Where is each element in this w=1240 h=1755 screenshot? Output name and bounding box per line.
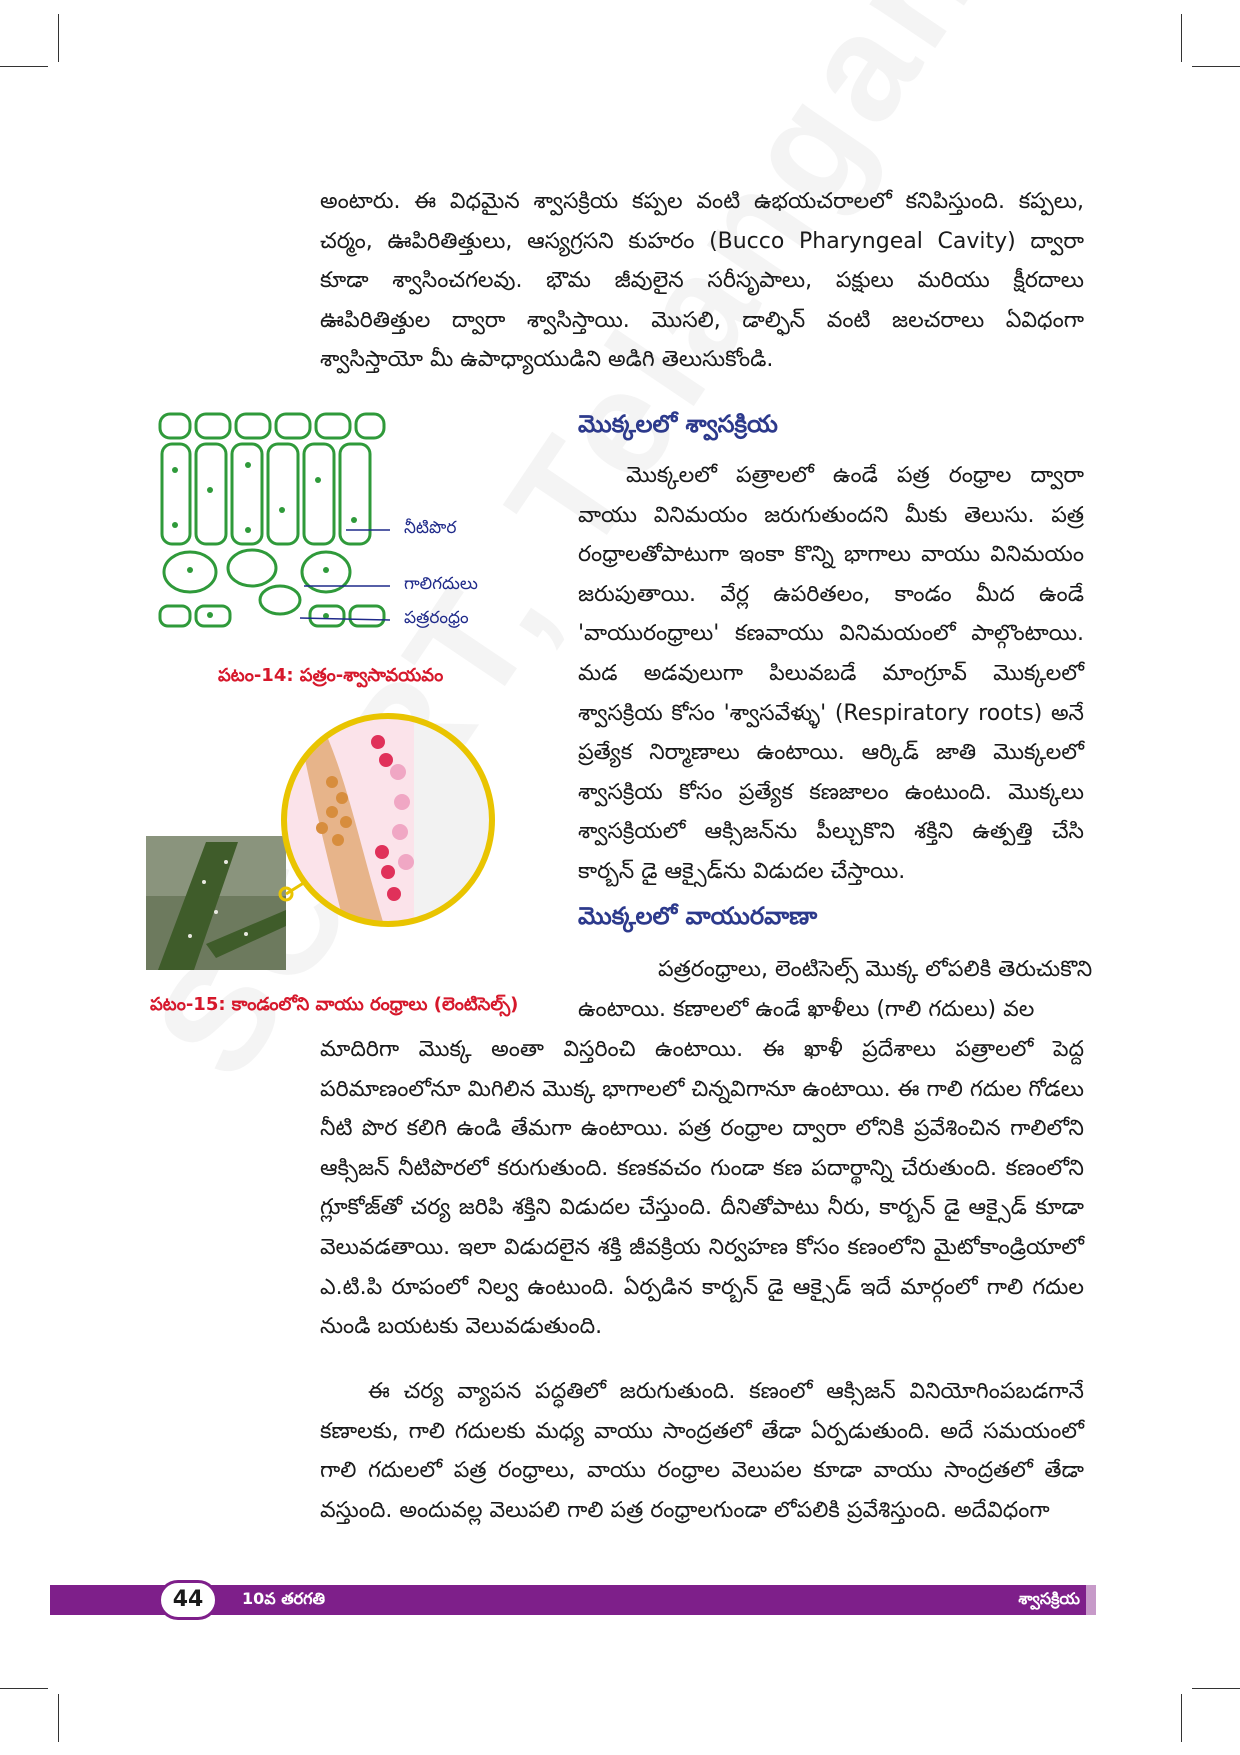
footer-class-label: 10వ తరగతి: [242, 1589, 325, 1608]
footer-chapter-label: శ్వాసక్రియ: [1018, 1589, 1080, 1608]
crop-mark: [1181, 14, 1182, 62]
figure15-caption: పటం-15: కాండంలోని వాయు రంధ్రాలు (లెంటిసెల్స్): [150, 994, 519, 1015]
leaf-cross-section-figure: [150, 410, 500, 632]
crop-mark: [1192, 1688, 1240, 1689]
section2-paragraph-line-1: పత్రరంధ్రాలు, లెంటిసెల్స్ మొక్క లోపలికి తెరుచుకొని: [658, 957, 1093, 982]
figure14-caption: పటం-14: పత్రం-శ్వాసావయవం: [218, 665, 444, 686]
footer-bar-end: [1086, 1585, 1096, 1615]
page-number: 44: [158, 1580, 218, 1620]
crop-mark: [1181, 1694, 1182, 1742]
stem-lenticel-figure: [146, 712, 496, 970]
crop-mark: [1192, 66, 1240, 67]
section-heading-plant-respiration: మొక్కలలో శ్వాసక్రియ: [578, 410, 778, 438]
stem-lenticel-illustration: [146, 712, 496, 970]
crop-mark: [58, 1694, 59, 1742]
label-stoma: పత్రరంధ్రం: [404, 608, 469, 628]
section2-paragraph-continued: మాదిరిగా మొక్క అంతా విస్తరించి ఉంటాయి. ఈ ఖాళీ ప్రదేశాలు పత్రాలలో పెద్ద పరిమాణంలోనూ మిగిలిన మొక్క భాగాలలో చిన్నవిగానూ ఉంటాయి. ఈ గాలి గదుల గోడలు నీటి పొర కలిగి ఉండి తేమగా ఉంటాయి. పత్ర రంధ్రాల ద్వారా లోనికి ప్రవేశించిన గాలిలోని ఆక్సిజన్ నీటిపొరలో కరుగుతుంది. కణకవచం గుండా కణ పదార్థాన్ని చేరుతుంది. కణంలోని గ్లూకోజ్‌తో చర్య జరిపి శక్తిని విడుదల చేస్తుంది. దీనితోపాటు నీరు, కార్బన్ డై ఆక్సైడ్ కూడా వెలువడతాయి. ఇలా విడుదలైన శక్తి జీవక్రియ నిర్వహణ కోసం కణంలోని మైటోకాండ్రియాలో ఎ.టి.పి రూపంలో నిల్వ ఉంటుంది. ఏర్పడిన కార్బన్ డై ఆక్సైడ్ ఇదే మార్గంలో గాలి గదుల నుండి బయటకు వెలువడుతుంది.: [320, 1037, 1084, 1340]
section-heading-gas-transport: మొక్కలలో వాయురవాణా: [578, 902, 818, 930]
crop-mark: [0, 1688, 48, 1689]
label-air-spaces: గాలిగదులు: [404, 574, 478, 594]
section1-paragraph: మొక్కలలో పత్రాలలో ఉండే పత్ర రంధ్రాల ద్వారా వాయు వినిమయం జరుగుతుందని మీకు తెలుసు. పత్ర రంధ్రాలతోపాటుగా ఇంకా కొన్ని భాగాలు వాయు వినిమయం జరుపుతాయి. వేర్ల ఉపరితలం, కాండం మీద ఉండే 'వాయురంధ్రాలు' కణవాయు వినిమయంలో పాల్గొంటాయి. మడ అడవులుగా పిలువబడే మాంగ్రూవ్ మొక్కలలో శ్వాసక్రియ కోసం 'శ్వాసవేళ్ళు' (Respiratory roots) అనే ప్రత్యేక నిర్మాణాలు ఉంటాయి. ఆర్కిడ్ జాతి మొక్కలలో శ్వాసక్రియ కోసం ప్రత్యేక కణజాలం ఉంటుంది. మొక్కలు శ్వాసక్రియలో ఆక్సిజన్‌ను పీల్చుకొని శక్తిని ఉత్పత్తి చేసి కార్బన్ డై ఆక్సైడ్‌ను విడుదల చేస్తాయి.: [578, 463, 1084, 884]
crop-mark: [58, 14, 59, 62]
section2-paragraph-line-2: ఉంటాయి. కణాలలో ఉండే ఖాళీలు (గాలి గదులు) వల: [578, 997, 1035, 1022]
intro-paragraph: అంటారు. ఈ విధమైన శ్వాసక్రియ కప్పల వంటి ఉభయచరాలలో కనిపిస్తుంది. కప్పలు, చర్మం, ఊపిరితిత్తులు, ఆస్యగ్రసని కుహరం (Bucco Pharyngeal Cavity) ద్వారా కూడా శ్వాసించగలవు. భౌమ జీవులైన సరీసృపాలు, పక్షులు మరియు క్షీరదాలు ఊపిరితిత్తుల ద్వారా శ్వాసిస్తాయి. మొసలి, డాల్ఫిన్ వంటి జలచరాలు ఏవిధంగా శ్వాసిస్తాయో మీ ఉపాధ్యాయుడిని అడిగి తెలుసుకోండి.: [320, 189, 1084, 373]
crop-mark: [0, 66, 48, 67]
label-water-film: నీటిపొర: [404, 518, 457, 538]
section2-paragraph-final: ఈ చర్య వ్యాపన పద్ధతిలో జరుగుతుంది. కణంలో ఆక్సిజన్ వినియోగింపబడగానే కణాలకు, గాలి గదులకు మధ్య వాయు సాంద్రతలో తేడా ఏర్పడుతుంది. అదే సమయంలో గాలి గదులలో పత్ర రంధ్రాలు, వాయు రంధ్రాల వెలుపల కూడా వాయు సాంద్రతలో తేడా వస్తుంది. అందువల్ల వెలుపలి గాలి పత్ర రంధ్రాలగుండా లోపలికి ప్రవేశిస్తుంది. అదేవిధంగా: [320, 1379, 1084, 1523]
